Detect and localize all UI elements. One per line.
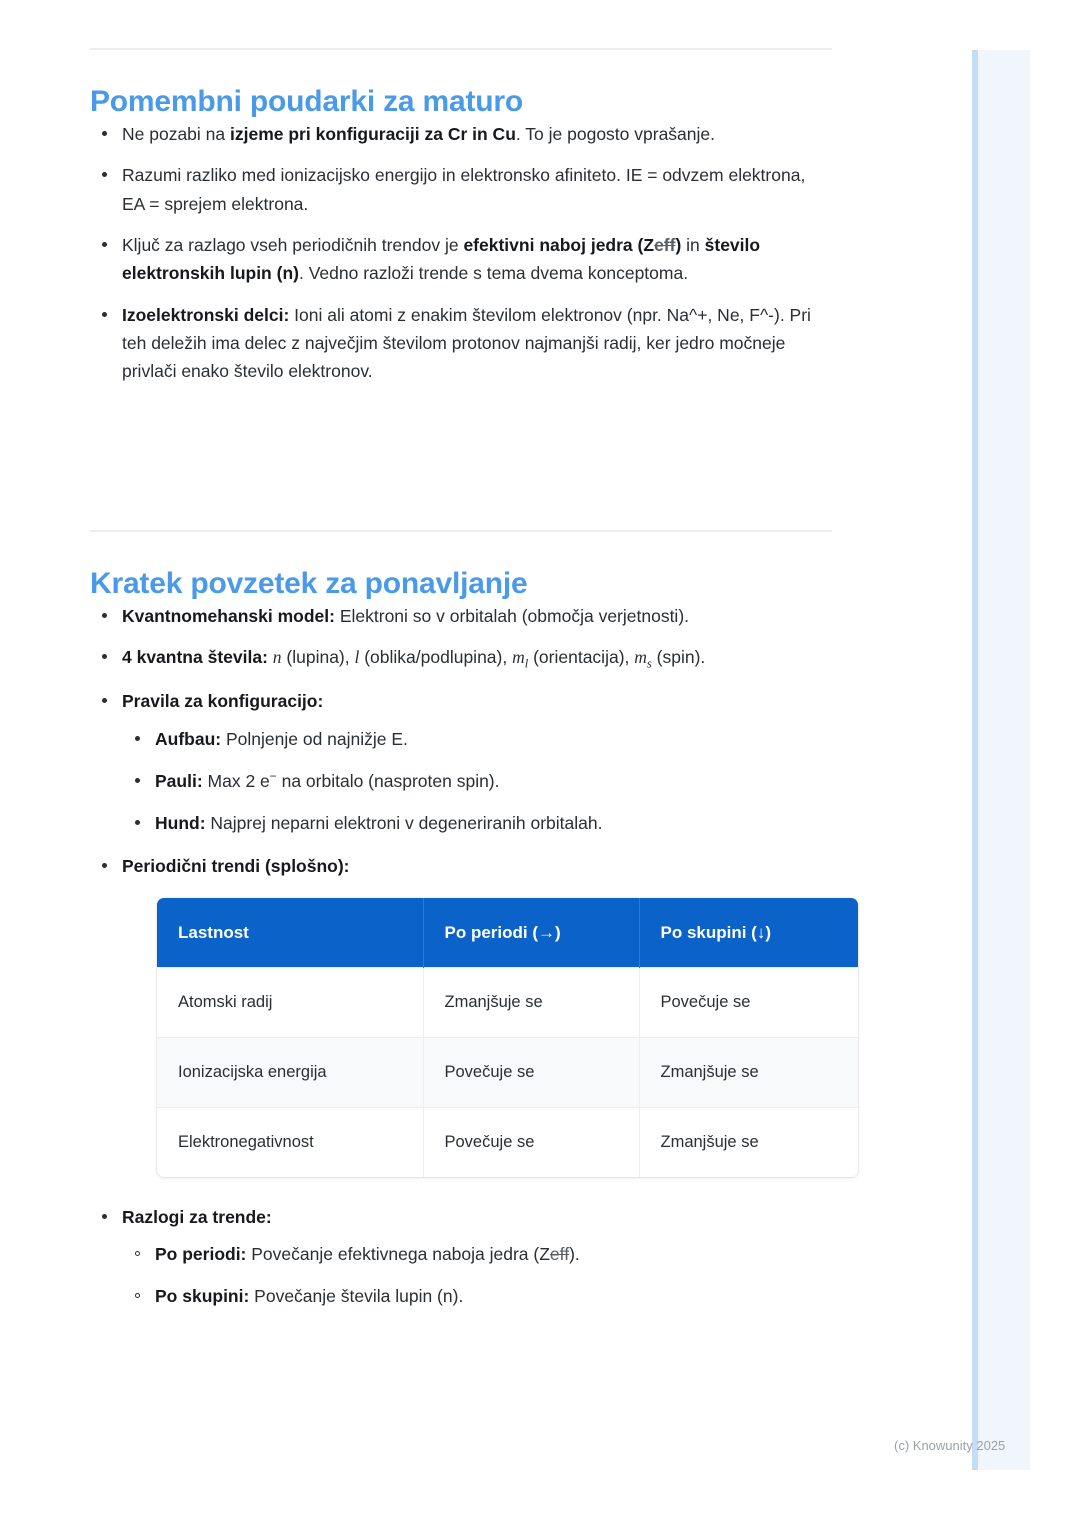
periodic-trends-table-wrapper (157, 898, 858, 1177)
bullet-list-kratek-povzetek (90, 602, 832, 1311)
table-row (157, 968, 858, 1038)
nested-list-item (122, 767, 832, 795)
bold-run: efektivni naboj jedra (Z (463, 235, 655, 256)
nested-bullet-list (122, 725, 832, 838)
table-cell: Zmanjšuje se (423, 968, 639, 1038)
nested-bullet-list (122, 1240, 832, 1311)
bullet-list-pomembni-poudarki (90, 120, 832, 386)
nested-list-item-text (155, 1286, 463, 1306)
table-cell: Atomski radij (157, 968, 423, 1038)
bold-run: Pravila za konfiguracijo: (122, 691, 324, 712)
text-run: na orbitalo (nasproten spin). (276, 770, 500, 791)
table-header-row (157, 898, 858, 968)
bold-run: izjeme pri konfiguraciji za Cr in Cu (230, 124, 516, 144)
table-cell: Zmanjšuje se (639, 1107, 858, 1176)
text-run: . Vedno razloži trende s tema dvema konceptoma. (298, 263, 689, 284)
list-item-text (122, 305, 811, 382)
math-variable: $m_l$ (512, 647, 529, 671)
text-run: in (681, 235, 705, 256)
subscript-run: s (646, 656, 652, 671)
list-item (90, 1203, 832, 1311)
list-item-text (122, 856, 350, 876)
text-run: Povečanje števila lupin (n). (249, 1286, 464, 1307)
nested-list-item-text (155, 1244, 580, 1264)
bold-run: Aufbau: (155, 728, 222, 749)
table-cell: Ionizacijska energija (157, 1038, 423, 1108)
list-item-text (122, 606, 689, 626)
math-variable: $m_s$ (634, 647, 652, 671)
list-item (90, 602, 832, 630)
list-item (90, 161, 832, 218)
periodic-trends-table (157, 898, 858, 1177)
top-divider-wrap (90, 48, 832, 50)
table-cell: Povečuje se (423, 1038, 639, 1108)
nested-list-item-text (155, 771, 500, 791)
bold-run: ) (675, 235, 682, 256)
list-item (90, 231, 832, 288)
list-item-text (122, 124, 715, 144)
section-title-pomembni-poudarki: Pomembni poudarki za maturo (90, 85, 523, 118)
bold-run: Po periodi: (155, 1243, 247, 1264)
text-run: Polnjenje od najnižje E. (221, 728, 408, 749)
text-run: (orientacija), (528, 647, 635, 668)
list-item-text (122, 165, 805, 213)
text-run: (oblika/podlupina), (359, 647, 513, 668)
nested-list-item (122, 809, 832, 837)
table-cell: Elektronegativnost (157, 1107, 423, 1176)
text-run: Max 2 e (202, 770, 270, 791)
text-run: Ne pozabi na (122, 124, 230, 144)
list-item-text (122, 691, 323, 711)
nested-list-item (122, 1240, 832, 1268)
list-item (90, 643, 832, 674)
bold-run: Razlogi za trende: (122, 1206, 272, 1227)
bold-run: Kvantnomehanski model: (122, 606, 335, 626)
section-pomembni-poudarki (90, 84, 832, 399)
text-run: ). (569, 1243, 580, 1264)
text-run: (lupina), (281, 647, 355, 668)
subscript-run: l (524, 656, 529, 671)
top-divider (90, 48, 832, 50)
right-scroll-band-edge (972, 50, 978, 1470)
list-item-text (122, 1207, 272, 1227)
math-variable: n (272, 647, 282, 668)
text-run: Elektroni so v orbitalah (območja verjetnosti). (334, 606, 690, 626)
list-item (90, 120, 832, 148)
bold-run: Periodični trendi (splošno): (122, 855, 350, 876)
text-run: . To je pogosto vprašanje. (515, 124, 716, 144)
table-column-header: Po periodi (→) (423, 898, 639, 968)
section-title-kratek-povzetek: Kratek povzetek za ponavljanje (90, 567, 528, 600)
list-item-text (122, 647, 706, 671)
text-run: Najprej neparni elektroni v degeneriranih orbitalah. (205, 813, 603, 834)
table-column-header: Po skupini (↓) (639, 898, 858, 968)
math-variable: l (354, 647, 360, 668)
footer-watermark: (c) Knowunity 2025 (894, 1438, 1006, 1453)
bold-run: Izoelektronski delci: (122, 304, 290, 325)
struck-subscript-run: eff (549, 1243, 570, 1264)
table-cell: Povečuje se (423, 1107, 639, 1176)
nested-list-item (122, 725, 832, 753)
right-scroll-band (972, 50, 1030, 1470)
bold-run: 4 kvantna števila: (122, 647, 268, 668)
nested-list-item-text (155, 813, 602, 833)
text-run: (spin). (651, 647, 706, 668)
table-row (157, 1107, 858, 1176)
superscript-run: − (269, 769, 277, 784)
struck-subscript-run: eff (654, 235, 676, 256)
bold-run: število elektronskih lupin (n) (122, 235, 761, 284)
section-divider-wrap (90, 530, 832, 532)
text-run: Ioni ali atomi z enakim številom elektronov (npr. Na^+, Ne, F^-). Pri teh deležih ima delec z največjim številom protonov najmanjši radij, ker jedro močneje privlači enako število elektronov. (122, 304, 811, 382)
section-kratek-povzetek (90, 566, 832, 1325)
list-item (90, 852, 832, 1177)
section-divider (90, 530, 832, 532)
table-row (157, 1038, 858, 1108)
nested-list-item (122, 1282, 832, 1310)
table-cell: Zmanjšuje se (639, 1038, 858, 1108)
table-column-header: Lastnost (157, 898, 423, 968)
list-item (90, 301, 832, 386)
text-run: Povečanje efektivnega naboja jedra (Z (246, 1243, 550, 1264)
list-item (90, 687, 832, 837)
text-run: Ključ za razlago vseh periodičnih trendov je (122, 235, 464, 256)
bold-run: Pauli: (155, 770, 203, 791)
table-cell: Povečuje se (639, 968, 858, 1038)
list-item-text (122, 235, 760, 283)
nested-list-item-text (155, 729, 408, 749)
bold-run: Po skupini: (155, 1286, 250, 1307)
text-run: Razumi razliko med ionizacijsko energijo in elektronsko afiniteto. IE = odvzem elektrona, EA = sprejem elektrona. (122, 165, 806, 214)
bold-run: Hund: (155, 813, 206, 834)
